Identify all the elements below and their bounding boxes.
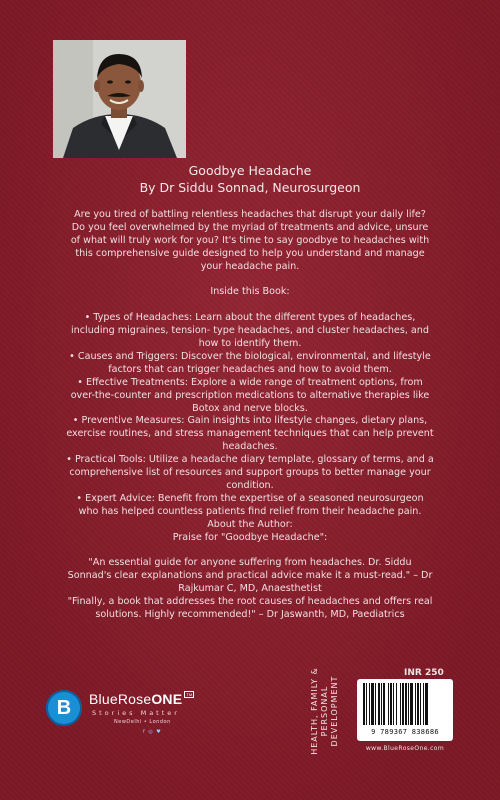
blurb-intro: Are you tired of battling relentless headaches that disrupt your daily life? Do you feel overwhelmed by the myriad of treatments and advice, unsure of what will truly work for you? It's time to say goodbye to headaches with this comprehensive guide designed to help you understand and manage your headache pain. (70, 209, 430, 272)
barcode-bar (393, 683, 394, 725)
barcode-bar (425, 683, 428, 725)
trademark-badge: TM (186, 692, 193, 697)
publisher-name (89, 691, 194, 707)
author-photo (53, 40, 186, 158)
barcode-bar (420, 683, 421, 725)
barcode-bar (402, 683, 404, 725)
bullet-item: • Effective Treatments: Explore a wide range of treatment options, from over-the-counter and prescription medications to alternative therapies like Botox and nerve blocks. (70, 376, 430, 414)
barcode-icon (357, 679, 453, 729)
barcode-bar (390, 683, 392, 725)
about-author-heading: About the Author: (207, 518, 293, 530)
bullet-item: • Practical Tools: Utilize a headache diary template, glossary of terms, and a comprehensive list of resources and support groups to better manage your condition. (66, 454, 434, 491)
bullet-item: • Preventive Measures: Gain insights into lifestyle changes, dietary plans, exercise routines, and stress management techniques that can help prevent headaches. (66, 415, 434, 453)
category-text: HEALTH, FAMILY & PERSONAL DEVELOPMENT (310, 667, 339, 755)
barcode-bar (417, 683, 419, 725)
barcode-bar (378, 683, 380, 725)
barcode-bar (375, 683, 376, 725)
barcode-bar (381, 683, 382, 725)
publisher-locations: NewDelhi • London (114, 719, 171, 725)
barcode-bar (408, 683, 409, 725)
bullet-item: • Types of Headaches: Learn about the different types of headaches, including migraines, tension- type headaches, and cluster headaches, and how to identify them. (71, 312, 429, 350)
publisher-website: www.BlueRoseOne.com (365, 745, 445, 752)
barcode-bar (405, 683, 407, 725)
publisher-logo-icon (46, 690, 82, 726)
publisher-name-part2: ONE (151, 691, 183, 707)
price-label: INR 250 (404, 668, 444, 678)
isbn-number: 9 789367 838686 (371, 728, 439, 736)
back-cover-blurb (66, 209, 434, 622)
author-portrait-image (53, 40, 186, 158)
social-icons: f ◎ ♥ (143, 729, 162, 735)
author-byline: By Dr Siddu Sonnad, Neurosurgeon (139, 180, 361, 195)
praise-quote: "Finally, a book that addresses the root causes of headaches and offers real solutions. Highly recommended!" – Dr Jaswanth, MD, Paediatrics (67, 596, 433, 621)
logo-letter: B (56, 697, 72, 719)
title-block (0, 162, 500, 196)
barcode-bar (371, 683, 374, 725)
publisher-name-part1: BlueRose (89, 691, 152, 707)
isbn-barcode (357, 679, 453, 741)
inside-heading: Inside this Book: (210, 286, 290, 298)
bullet-item: • Expert Advice: Benefit from the expertise of a seasoned neurosurgeon who has helped countless patients find relief from their headache pain. (76, 492, 424, 517)
barcode-bar (400, 683, 401, 725)
barcode-bar (388, 683, 389, 725)
barcode-bar (396, 683, 397, 725)
barcode-bar (415, 683, 416, 725)
barcode-bar (410, 683, 413, 725)
barcode-bar (366, 683, 367, 725)
barcode-bar (383, 683, 385, 725)
bullet-item: • Causes and Triggers: Discover the biological, environmental, and lifestyle factors that can trigger headaches and how to avoid them. (69, 350, 431, 375)
praise-quote: "An essential guide for anyone suffering from headaches. Dr. Siddu Sonnad's clear explanations and practical advice make it a must-read." – Dr Rajkumar C, MD, Anaesthetist (67, 557, 433, 595)
barcode-bar (423, 683, 424, 725)
barcode-bar (369, 683, 370, 725)
publisher-tagline: Stories Matter (92, 709, 180, 717)
book-title: Goodbye Headache (188, 163, 312, 178)
barcode-bar (363, 683, 365, 725)
praise-heading: Praise for "Goodbye Headache": (172, 531, 328, 543)
